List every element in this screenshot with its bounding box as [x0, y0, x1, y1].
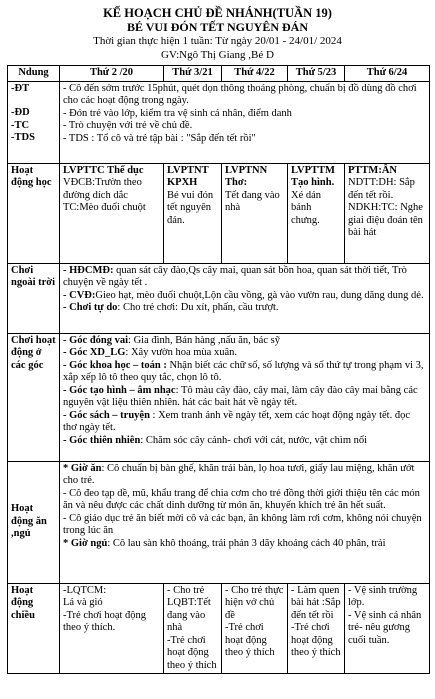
- row-label-hoat-dong-chieu: Hoạt động chiều: [8, 583, 60, 674]
- chieu-thu-5: - Làm quen bài hát :Sắp đến tết rồi -Trẻ chơi hoạt động theo ý thích: [288, 583, 345, 674]
- an-ngu-content: [60, 461, 430, 583]
- list-item: - CVĐ:Gieo hạt, mèo đuổi chuột,Lộn cầu vồng, gà vào vườn rau, dung dăng dung dẻ.: [63, 289, 424, 301]
- row-choi-ngoai-troi: [8, 263, 430, 333]
- header-thu-5: Thứ 5/23: [288, 66, 345, 82]
- header-thu-6: Thứ 6/24: [345, 66, 430, 82]
- table-header-row: [8, 66, 430, 82]
- time-period: Thời gian thực hiện 1 tuần: Từ ngày 20/01 - 24/01/ 2024: [93, 35, 342, 47]
- list-item: - Chơi tự do: Cho trẻ chơi: Du xít, phấn, cầu trượt.: [63, 302, 279, 313]
- teacher-info: GV:Ngô Thị Giang ,Bé D: [161, 49, 274, 61]
- row-don-tre: [8, 81, 430, 163]
- hoc-thu-6: PTTM:ÂN NDTT:DH: Sắp đến tết rồi. NDKH:TC: Nghe giai điệu đoán tên bài hát: [345, 163, 430, 263]
- hoc-thu-4: LVPTNN Thơ: Tết đang vào nhà: [222, 163, 288, 263]
- hoc-thu-3: LVPTNT KPXH Bé vui đón tết nguyên đán.: [164, 163, 222, 263]
- list-item: - Cô đeo tạp dề, mũ, khẩu trang để chia cơm cho trẻ đồng thời giới thiệu tên các món ăn và nêu được các chất dinh dưỡng từ món ăn, khuyến khích trẻ ăn hết suất.: [63, 487, 420, 511]
- hoc-thu-2: LVPTTC Thể dục VĐCB:Trườn theo đường dích dắc TC:Mèo đuổi chuột: [60, 163, 164, 263]
- document-header: [0, 0, 435, 62]
- choi-ngoai-troi-content: [60, 263, 430, 333]
- row-label-choi-goc: Chơi hoạt động ở các góc: [8, 333, 60, 461]
- header-thu-3: Thứ 3/21: [164, 66, 222, 82]
- chieu-thu-3: - Cho trẻ LQBT:Tết đang vào nhà -Trẻ chơi hoạt động theo ý thích: [164, 583, 222, 674]
- list-item: - Góc XD_LG: Xây vườn hoa mùa xuân.: [63, 347, 237, 358]
- plan-table: [7, 65, 430, 674]
- row-choi-goc: [8, 333, 430, 461]
- list-item: - Góc tạo hình – âm nhạc: Tô màu cây đào, cây mai, làm cây đào cây mai bằng các nguyên vật liệu thiên nhiên. hát các bait hát về ngày tết.: [63, 384, 418, 408]
- header-thu-2: Thứ 2 /20: [60, 66, 164, 82]
- row-hoat-dong-chieu: [8, 583, 430, 674]
- document-title: KẾ HOẠCH CHỦ ĐỀ NHÁNH(TUẦN 19): [103, 6, 332, 20]
- chieu-thu-6: - Vệ sinh trường lớp. - Vệ sinh cá nhân trẻ- nêu gương cuối tuần.: [345, 583, 430, 674]
- chieu-thu-2: -LQTCM: Lá và gió -Trẻ chơi hoạt động theo ý thích.: [60, 583, 164, 674]
- row-label-hoat-dong-hoc: Hoạt động học: [8, 163, 60, 263]
- row-label-choi-ngoai-troi: Chơi ngoài trời: [8, 263, 60, 333]
- don-tre-content: - Cô đến sớm trước 15phút, quét dọn thông thoáng phòng, chuẩn bị đồ dùng đồ chơi cho các hoạt động trong ngày. - Đón trẻ vào lớp, kiểm tra vệ sinh cá nhân, điểm danh - Trò chuyện với trẻ về chủ đề. - TDS : Tổ cô và trẻ tập bài : "Sắp đến tết rồi": [60, 81, 430, 163]
- list-item: - Cô giáo dục trẻ ăn biết mời cô và các bạn, ăn không làm rơi cơm, không nói chuyện trong lúc ăn: [63, 512, 422, 536]
- list-item: - Góc sách – truyện : Xem tranh ảnh về ngày tết, xem các hoạt động ngày tết. đọc thơ ngày tết.: [63, 409, 411, 433]
- header-ndung: Ndung: [8, 66, 60, 82]
- list-item: - Góc đóng vai: Gia đình, Bán hàng ,nấu ăn, bác sỹ: [63, 334, 280, 346]
- document-subtitle: BÉ VUI ĐÓN TẾT NGUYÊN ĐÁN: [126, 20, 309, 34]
- list-item: - Góc khoa học – toán : Nhận biết các chữ số, số lượng và số thứ tự trong phạm vi 3, xắp xếp lô tô theo quy tắc, chọn lô tô.: [63, 359, 424, 383]
- header-thu-4: Thứ 4/22: [222, 66, 288, 82]
- list-item: - HĐCMĐ: quan sát cây đào,Qs cây mai, quan sát bồn hoa, quan sát thời tiết, Trò chuyện về ngày tết .: [63, 264, 407, 288]
- choi-goc-content: [60, 333, 430, 461]
- row-label-an-ngu: Hoạt động ăn ,ngủ: [8, 461, 60, 583]
- list-item: - Góc thiên nhiên: Chăm sóc cây cảnh- chơi với cát, nước, vật chìm nổi: [63, 434, 368, 446]
- row-hoat-dong-hoc: [8, 163, 430, 263]
- hoc-thu-5: LVPTTM Tạo hình. Xé dán bánh chưng.: [288, 163, 345, 263]
- row-an-ngu: [8, 461, 430, 583]
- row-label-don-tre: -ĐT -ĐD -TC -TDS: [8, 81, 60, 163]
- chieu-thu-4: - Cho trẻ thực hiện vở chủ đề -Trẻ chơi hoạt động theo ý thích: [222, 583, 288, 674]
- list-item: * Giờ ăn: Cô chuẩn bị bàn ghế, khăn trải bàn, lọ hoa tươi, giấy lau miệng, khăn ướt cho trẻ.: [63, 462, 415, 486]
- list-item: * Giờ ngủ: Cô lau sàn khô thoáng, trải phản 3 dãy khoảng cách 40 phân, trải: [63, 537, 386, 549]
